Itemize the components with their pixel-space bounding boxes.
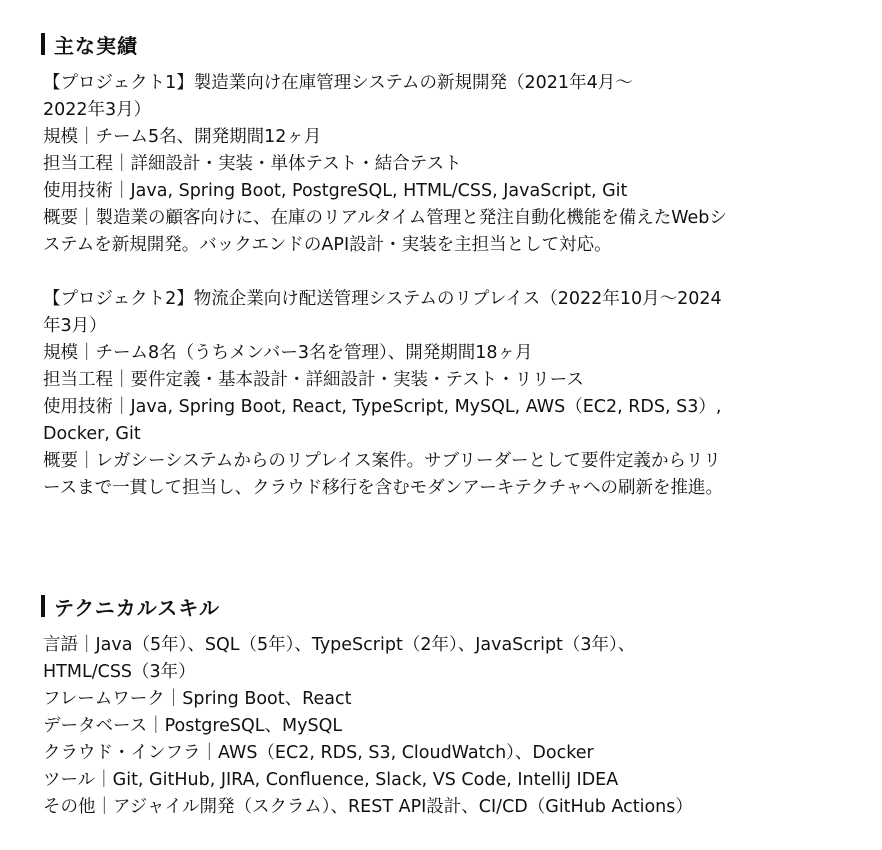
project-2-process: 担当工程｜要件定義・基本設計・詳細設計・実装・テスト・リリース	[43, 370, 584, 390]
skills-section	[41, 592, 841, 821]
skills-databases: データベース｜PostgreSQL、MySQL	[43, 716, 343, 736]
skills-languages-line2: HTML/CSS（3年）	[43, 662, 196, 682]
project-1-tech: 使用技術｜Java, Spring Boot, PostgreSQL, HTML/CSS, JavaScript, Git	[43, 181, 628, 201]
project-1-scale: 規模｜チーム5名、開発期間12ヶ月	[43, 127, 322, 147]
project-2-tech-line1: 使用技術｜Java, Spring Boot, React, TypeScript, MySQL, AWS（EC2, RDS, S3）,	[43, 397, 722, 417]
project-2-tech-line2: Docker, Git	[43, 424, 141, 444]
spacer	[41, 259, 841, 286]
project-1-title-line1: 【プロジェクト1】製造業向け在庫管理システムの新規開発（2021年4月〜	[43, 73, 633, 93]
project-1-process: 担当工程｜詳細設計・実装・単体テスト・結合テスト	[43, 154, 462, 174]
project-2-summary-line2: ースまで一貫して担当し、クラウド移行を含むモダンアーキテクチャへの刷新を推進。	[43, 478, 724, 498]
project-1-summary-line2: ステムを新規開発。バックエンドのAPI設計・実装を主担当として対応。	[43, 235, 612, 255]
project-2-title-line2: 年3月）	[43, 316, 107, 336]
project-2	[41, 286, 841, 502]
skills-title: テクニカルスキル	[54, 595, 220, 620]
heading-bar	[41, 33, 45, 55]
skills-heading	[41, 592, 841, 620]
project-1-summary-line1: 概要｜製造業の顧客向けに、在庫のリアルタイム管理と発注自動化機能を備えたWebシ	[43, 208, 727, 228]
project-1	[41, 70, 841, 259]
achievements-title: 主な実績	[54, 33, 138, 58]
skills-frameworks: フレームワーク｜Spring Boot、React	[43, 689, 352, 709]
skills-tools: ツール｜Git, GitHub, JIRA, Confluence, Slack, VS Code, IntelliJ IDEA	[43, 770, 619, 790]
skills-languages-line1: 言語｜Java（5年）、SQL（5年）、TypeScript（2年）、JavaScript（3年）、	[43, 635, 636, 655]
project-2-title-line1: 【プロジェクト2】物流企業向け配送管理システムのリプレイス（2022年10月〜2024	[43, 289, 722, 309]
achievements-section	[41, 30, 841, 502]
heading-bar	[41, 595, 45, 617]
achievements-heading	[41, 30, 841, 58]
project-2-summary-line1: 概要｜レガシーシステムからのリプレイス案件。サブリーダーとして要件定義からリリ	[43, 451, 721, 471]
skills-cloud: クラウド・インフラ｜AWS（EC2, RDS, S3, CloudWatch）、Docker	[43, 743, 594, 763]
skills-other: その他｜アジャイル開発（スクラム）、REST API設計、CI/CD（GitHub Actions）	[43, 797, 693, 817]
project-2-scale: 規模｜チーム8名（うちメンバー3名を管理）、開発期間18ヶ月	[43, 343, 533, 363]
project-1-title-line2: 2022年3月）	[43, 100, 152, 120]
